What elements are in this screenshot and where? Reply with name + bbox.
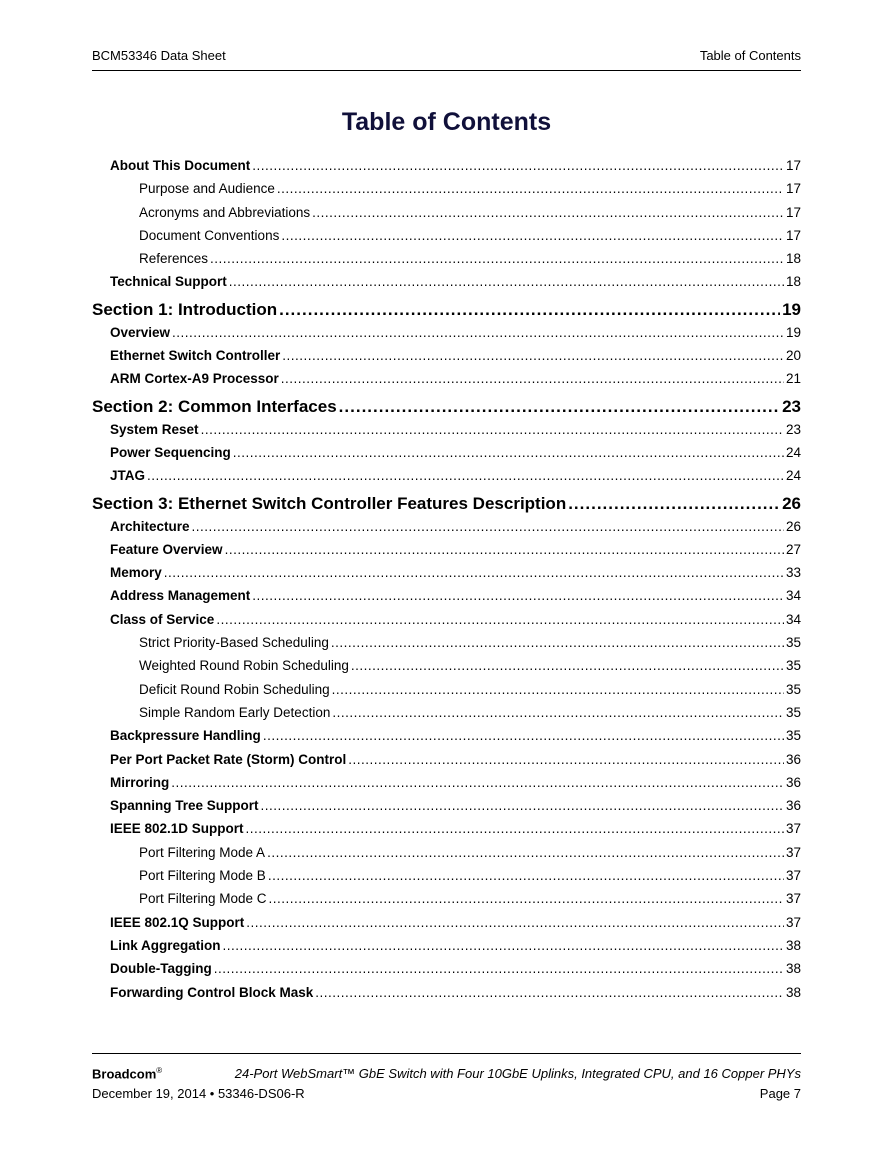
toc-dot-leader — [312, 203, 784, 223]
toc-entry-title: Address Management — [110, 588, 251, 604]
toc-dot-leader — [164, 563, 784, 583]
toc-entry-page: 35 — [785, 635, 801, 651]
toc-entry[interactable] — [92, 179, 801, 202]
toc-entry-title: Section 3: Ethernet Switch Controller Features Description — [92, 493, 567, 513]
toc-entry-page: 37 — [785, 891, 801, 907]
toc-dot-leader — [339, 395, 780, 419]
toc-entry-page: 17 — [785, 181, 801, 197]
toc-section-entry[interactable] — [92, 492, 801, 517]
toc-entry[interactable] — [92, 443, 801, 466]
toc-entry-title: JTAG — [110, 468, 146, 484]
toc-entry-page: 35 — [785, 658, 801, 674]
toc-entry-title: Spanning Tree Support — [110, 798, 259, 814]
toc-entry-page: 20 — [785, 348, 801, 364]
page-footer — [92, 1053, 801, 1101]
toc-entry-title: Port Filtering Mode A — [139, 844, 266, 860]
toc-entry[interactable] — [92, 346, 801, 369]
toc-entry-title: Forwarding Control Block Mask — [110, 984, 314, 1000]
toc-entry-page: 38 — [785, 937, 801, 953]
toc-entry[interactable] — [92, 703, 801, 726]
footer-brand-name: Broadcom — [92, 1066, 157, 1082]
toc-dot-leader — [246, 819, 784, 839]
toc-entry-title: Architecture — [110, 518, 190, 534]
toc-dot-leader — [277, 179, 784, 199]
footer-date-docnum: December 19, 2014 • 53346-DS06-R — [92, 1086, 305, 1101]
toc-entry-page: 37 — [785, 844, 801, 860]
toc-dot-leader — [216, 610, 784, 630]
toc-entry-title: Technical Support — [110, 274, 227, 290]
toc-entry-title: Port Filtering Mode B — [139, 868, 266, 884]
toc-entry[interactable] — [92, 466, 801, 489]
toc-entry-page: 19 — [782, 299, 801, 319]
toc-entry-page: 24 — [785, 468, 801, 484]
toc-entry[interactable] — [92, 983, 801, 1006]
toc-dot-leader — [172, 323, 784, 343]
toc-entry-page: 34 — [785, 588, 801, 604]
toc-entry[interactable] — [92, 936, 801, 959]
toc-entry-page: 17 — [785, 204, 801, 220]
toc-entry-title: References — [139, 251, 209, 267]
page-header — [92, 48, 801, 71]
toc-entry-page: 34 — [785, 611, 801, 627]
toc-entry-title: Class of Service — [110, 611, 215, 627]
toc-entry-page: 33 — [785, 565, 801, 581]
toc-entry[interactable] — [92, 866, 801, 889]
toc-entry-page: 37 — [785, 914, 801, 930]
toc-dot-leader — [568, 492, 780, 516]
toc-entry-title: Section 1: Introduction — [92, 299, 278, 319]
toc-entry[interactable] — [92, 913, 801, 936]
footer-brand — [92, 1066, 162, 1081]
toc-entry-title: Power Sequencing — [110, 444, 231, 460]
toc-entry-title: Memory — [110, 565, 162, 581]
toc-entry-title: Document Conventions — [139, 227, 280, 243]
toc-entry-page: 23 — [782, 396, 801, 416]
toc-entry[interactable] — [92, 369, 801, 392]
table-of-contents — [92, 156, 801, 1006]
toc-entry-page: 23 — [785, 421, 801, 437]
toc-entry[interactable] — [92, 726, 801, 749]
toc-section-entry[interactable] — [92, 298, 801, 323]
toc-entry-title: Mirroring — [110, 774, 170, 790]
toc-dot-leader — [269, 889, 784, 909]
footer-page-number: Page 7 — [759, 1086, 801, 1101]
toc-dot-leader — [252, 156, 784, 176]
footer-product-description: 24-Port WebSmart™ GbE Switch with Four 10GbE Uplinks, Integrated CPU, and 16 Copper PHYs — [234, 1066, 801, 1081]
toc-dot-leader — [279, 298, 780, 322]
toc-dot-leader — [261, 796, 784, 816]
toc-entry[interactable] — [92, 203, 801, 226]
toc-entry-title: Ethernet Switch Controller — [110, 348, 281, 364]
toc-entry-page: 36 — [785, 774, 801, 790]
toc-entry-page: 17 — [785, 227, 801, 243]
toc-entry-title: Acronyms and Abbreviations — [139, 204, 311, 220]
toc-entry-page: 26 — [785, 518, 801, 534]
toc-entry-page: 21 — [785, 371, 801, 387]
toc-entry-page: 27 — [785, 541, 801, 557]
toc-entry-title: ARM Cortex-A9 Processor — [110, 371, 279, 387]
toc-entry-page: 18 — [785, 274, 801, 290]
toc-entry[interactable] — [92, 633, 801, 656]
toc-dot-leader — [332, 703, 784, 723]
toc-entry[interactable] — [92, 540, 801, 563]
toc-dot-leader — [348, 750, 784, 770]
toc-entry[interactable] — [92, 226, 801, 249]
toc-entry-page: 35 — [785, 681, 801, 697]
toc-entry-page: 37 — [785, 821, 801, 837]
toc-entry-title: Simple Random Early Detection — [139, 704, 331, 720]
registered-mark: ® — [156, 1066, 163, 1075]
toc-entry[interactable] — [92, 819, 801, 842]
toc-section-entry[interactable] — [92, 395, 801, 420]
toc-entry-page: 38 — [785, 961, 801, 977]
toc-entry-page: 19 — [785, 324, 801, 340]
toc-entry[interactable] — [92, 656, 801, 679]
toc-entry[interactable] — [92, 773, 801, 796]
toc-entry-title: IEEE 802.1D Support — [110, 821, 244, 837]
toc-entry-title: Deficit Round Robin Scheduling — [139, 681, 330, 697]
toc-dot-leader — [281, 369, 784, 389]
toc-entry-page: 36 — [785, 751, 801, 767]
toc-entry-title: IEEE 802.1Q Support — [110, 914, 245, 930]
toc-entry-title: Feature Overview — [110, 541, 223, 557]
toc-entry[interactable] — [92, 420, 801, 443]
toc-entry[interactable] — [92, 156, 801, 179]
toc-entry-title: Port Filtering Mode C — [139, 891, 267, 907]
toc-entry[interactable] — [92, 959, 801, 982]
toc-entry-title: Link Aggregation — [110, 937, 221, 953]
toc-entry[interactable] — [92, 610, 801, 633]
toc-dot-leader — [263, 726, 784, 746]
toc-entry-title: Double-Tagging — [110, 961, 212, 977]
toc-dot-leader — [147, 466, 784, 486]
header-doc-title: BCM53346 Data Sheet — [92, 48, 226, 63]
toc-dot-leader — [331, 633, 784, 653]
toc-dot-leader — [267, 843, 784, 863]
toc-dot-leader — [268, 866, 784, 886]
toc-entry-title: Overview — [110, 324, 171, 340]
toc-entry[interactable] — [92, 586, 801, 609]
toc-entry[interactable] — [92, 249, 801, 272]
toc-entry-page: 38 — [785, 984, 801, 1000]
toc-entry[interactable] — [92, 563, 801, 586]
toc-entry-page: 35 — [785, 704, 801, 720]
toc-dot-leader — [225, 540, 784, 560]
toc-entry[interactable] — [92, 323, 801, 346]
toc-entry[interactable] — [92, 750, 801, 773]
toc-entry[interactable] — [92, 889, 801, 912]
toc-dot-leader — [281, 226, 784, 246]
toc-entry-page: 36 — [785, 798, 801, 814]
toc-dot-leader — [223, 936, 784, 956]
toc-entry[interactable] — [92, 796, 801, 819]
page-title: Table of Contents — [341, 108, 552, 136]
toc-entry-title: Purpose and Audience — [139, 181, 275, 197]
toc-entry-page: 37 — [785, 868, 801, 884]
toc-dot-leader — [201, 420, 784, 440]
toc-entry-title: About This Document — [110, 158, 251, 173]
toc-entry-title: Weighted Round Robin Scheduling — [139, 658, 349, 674]
toc-entry-title: Per Port Packet Rate (Storm) Control — [110, 751, 347, 767]
toc-dot-leader — [210, 249, 784, 269]
toc-dot-leader — [246, 913, 784, 933]
toc-entry-page: 35 — [785, 728, 801, 744]
toc-entry-page: 17 — [785, 158, 801, 173]
toc-entry[interactable] — [92, 517, 801, 540]
header-section-title: Table of Contents — [699, 48, 801, 63]
toc-entry-page: 26 — [782, 493, 801, 513]
toc-dot-leader — [233, 443, 784, 463]
toc-entry-title: Strict Priority-Based Scheduling — [139, 635, 329, 651]
toc-dot-leader — [229, 272, 784, 292]
toc-entry-title: System Reset — [110, 421, 199, 437]
toc-dot-leader — [351, 656, 784, 676]
toc-entry-page: 24 — [785, 444, 801, 460]
toc-dot-leader — [252, 586, 784, 606]
toc-dot-leader — [315, 983, 784, 1003]
toc-entry[interactable] — [92, 843, 801, 866]
toc-dot-leader — [332, 680, 784, 700]
toc-entry[interactable] — [92, 680, 801, 703]
toc-dot-leader — [192, 517, 784, 537]
toc-entry-page: 18 — [785, 251, 801, 267]
toc-dot-leader — [171, 773, 784, 793]
toc-entry[interactable] — [92, 272, 801, 295]
toc-dot-leader — [214, 959, 784, 979]
toc-dot-leader — [282, 346, 784, 366]
toc-entry-title: Backpressure Handling — [110, 728, 261, 744]
toc-entry-title: Section 2: Common Interfaces — [92, 396, 337, 416]
